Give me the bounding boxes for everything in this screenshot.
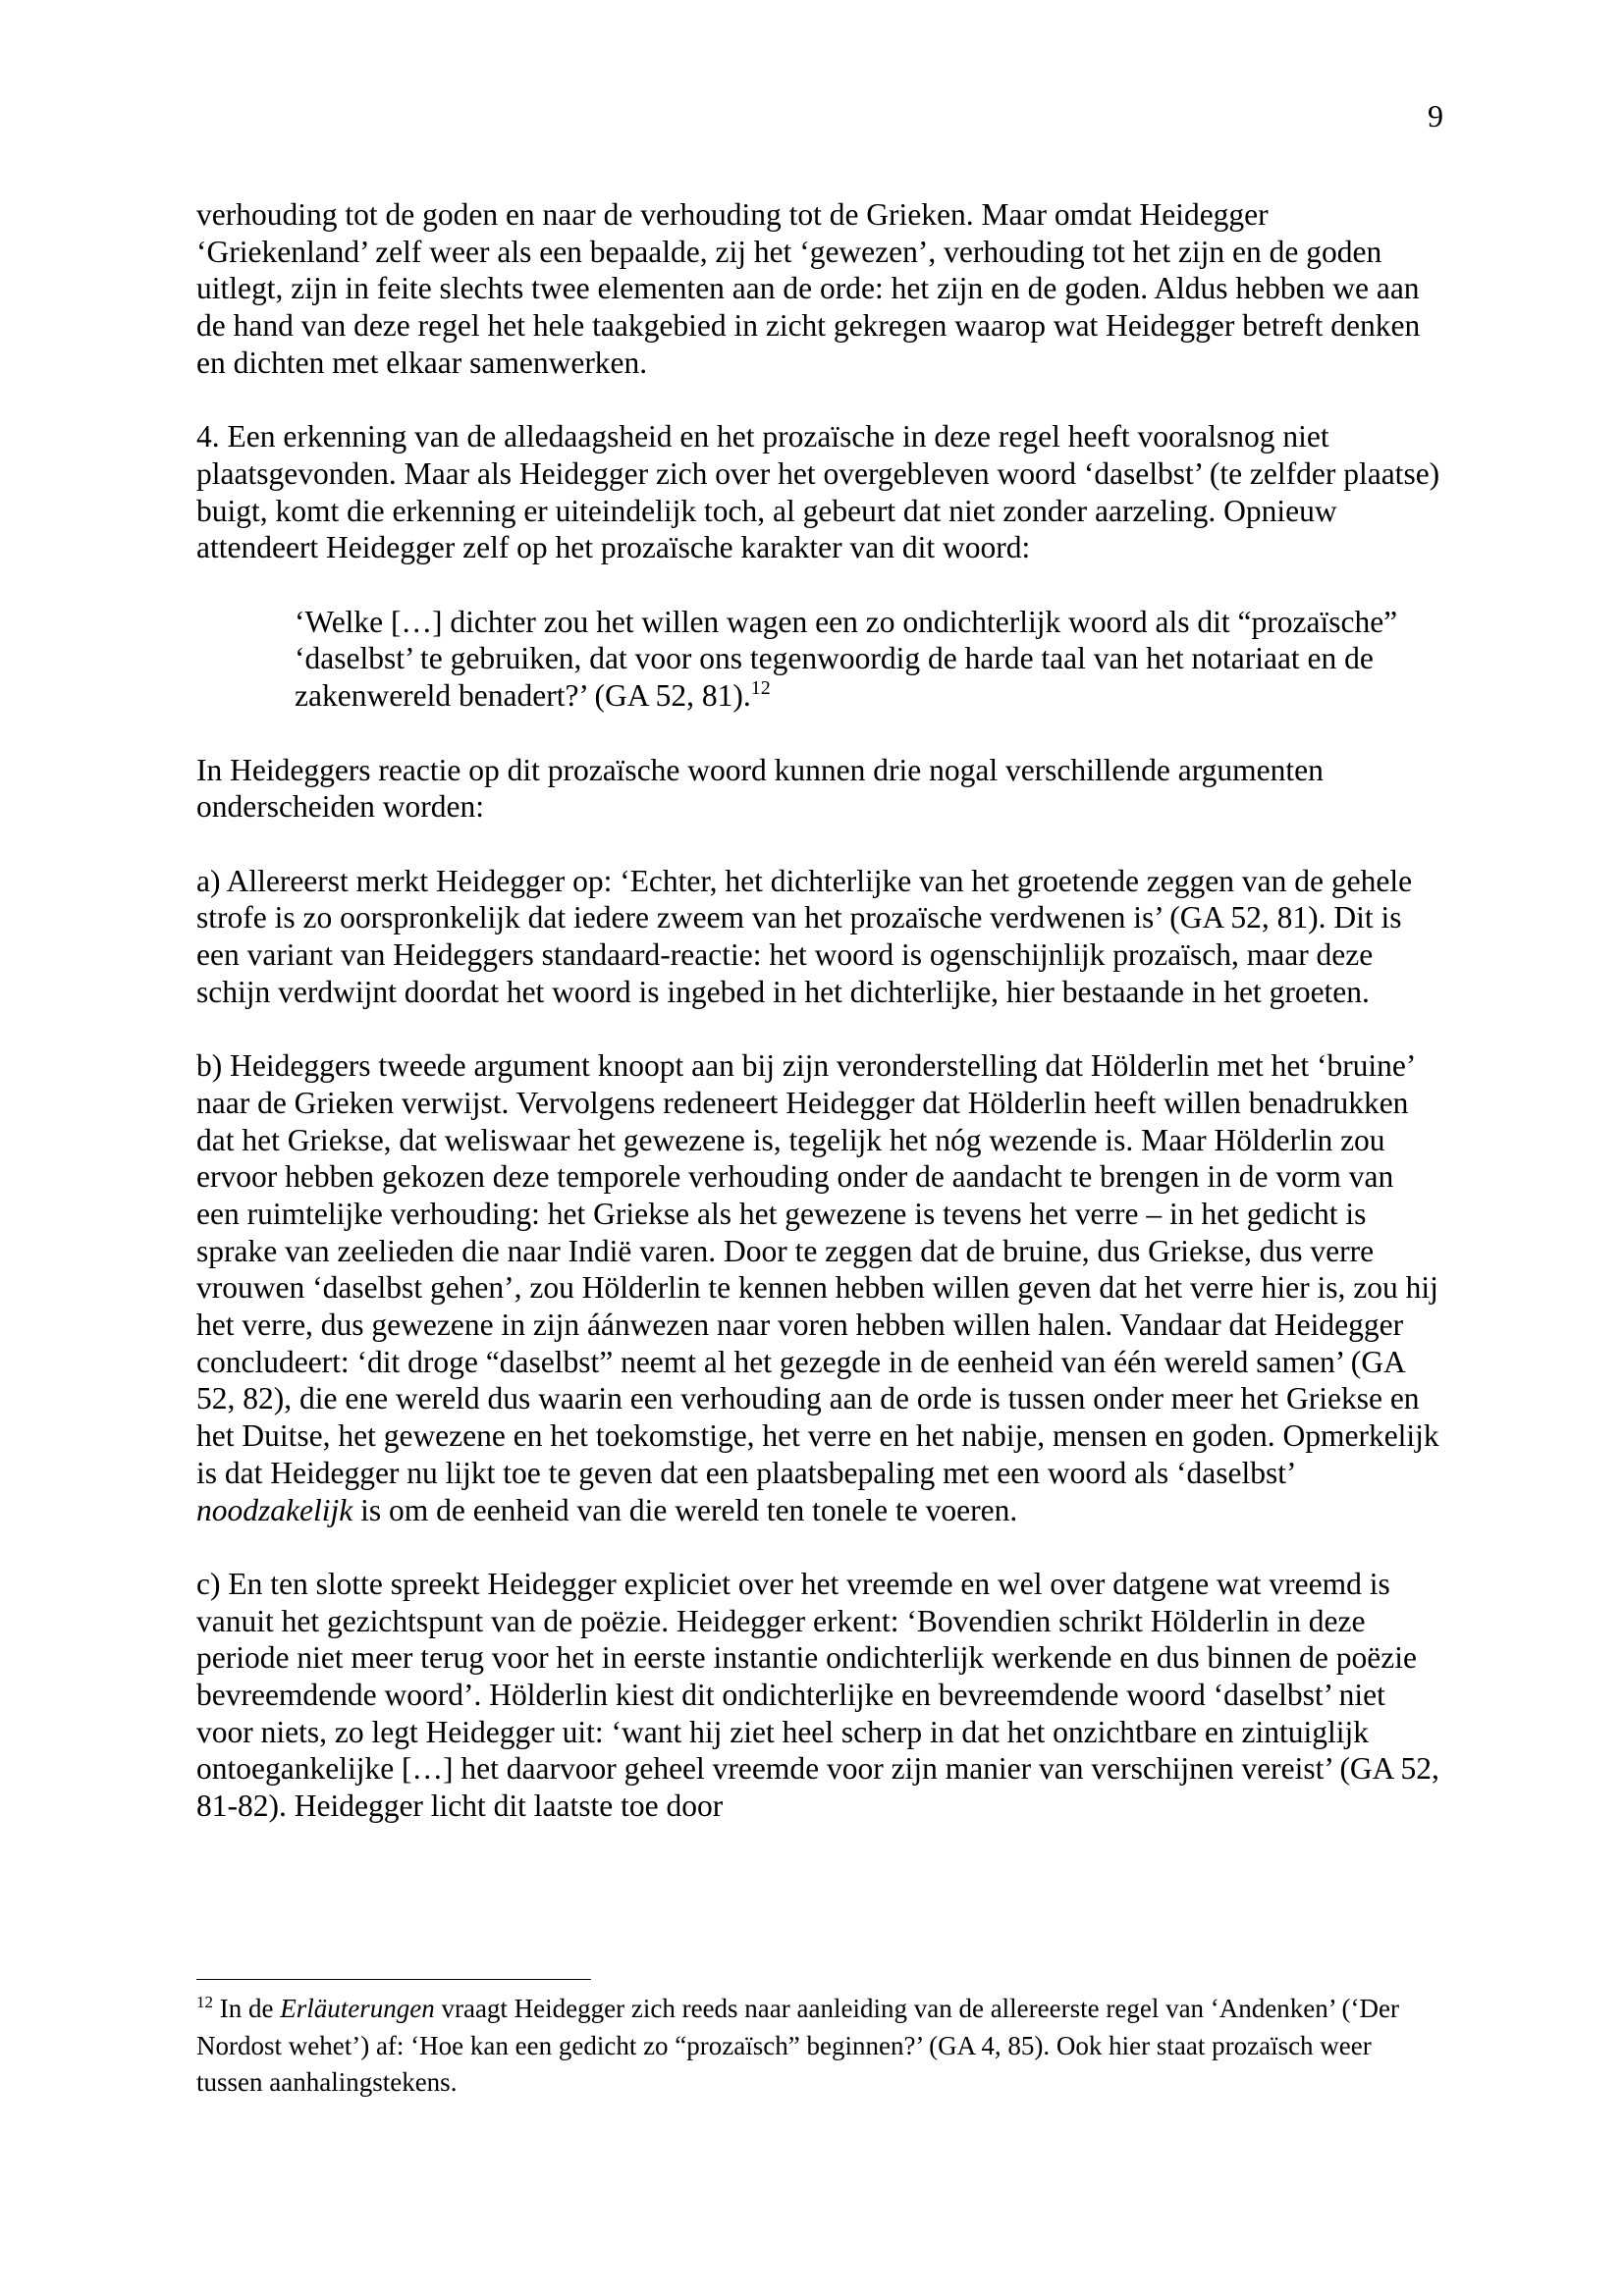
body-text [196,196,1443,1825]
footnote-separator [196,1979,591,1980]
paragraph-argument-a: a) Allereerst merkt Heidegger op: ‘Echter, het dichterlijke van het groetende zeggen van de gehele strofe is zo oorspronkelijk dat iedere zweem van het prozaïsche verdwenen is’ (GA 52, 81). Dit is een variant van Heideggers standaard-reactie: het woord is ogenschijnlijk prozaïsch, maar deze schijn verdwijnt doordat het woord is ingebed in het dichterlijke, hier bestaande in het groeten. [196,863,1413,1009]
footnote-reference: 12 [750,677,771,700]
block-quote: ‘Welke […] dichter zou het willen wagen een zo ondichterlijk woord als dit “prozaïsche” ‘daselbst’ te gebruiken, dat voor ons tegenwoordig de harde taal van het notariaat en de zakenwereld benadert?’ (GA 52, 81).$^{12}$ [295,604,1398,714]
paragraph-arguments-intro: In Heideggers reactie op dit prozaïsche woord kunnen drie nogal verschillende argumenten onderscheiden worden: [196,752,1324,825]
paragraph-continuation: verhouding tot de goden en naar de verhouding tot de Grieken. Maar omdat Heidegger ‘Griekenland’ zelf weer als een bepaalde, zij het ‘gewezen’, verhouding tot het zijn en de goden uitlegt, zijn in feite slechts twee elementen aan de orde: het zijn en de goden. Aldus hebben we aan de hand van deze regel het hele taakgebied in zicht gekregen waarop wat Heidegger betreft denken en dichten met elkaar samenwerken. [196,197,1421,380]
paragraph-argument-c: c) En ten slotte spreekt Heidegger expliciet over het vreemde en wel over datgene wat vreemd is vanuit het gezichtspunt van de poëzie. Heidegger erkent: ‘Bovendien schrikt Hölderlin in deze periode niet meer terug voor het in eerste instantie ondichterlijk werkende en dus binnen de poëzie bevreemdende woord’. Hölderlin kiest dit ondichterlijke en bevreemdende woord ‘daselbst’ niet voor niets, zo legt Heidegger uit: ‘want hij ziet heel scherp in dat het onzichtbare en zintuiglijk ontoegankelijke […] het daarvoor geheel vreemde voor zijn manier van verschijnen vereist’ (GA 52, 81-82). Heidegger licht dit laatste toe door [196,1566,1439,1824]
footnote-12: $^{12}$ In de Erläuterungen vraagt Heidegger zich reeds naar aanleiding van de allereerste regel van ‘Andenken’ (‘Der Nordost wehet’) af: ‘Hoe kan een gedicht zo “prozaïsch” beginnen?’ (GA 4, 85). Ook hier staat prozaïsch weer tussen aanhalingstekens. [196,1993,1399,2097]
footnote-number: 12 [196,1993,213,2011]
paragraph-argument-b: b) Heideggers tweede argument knoopt aan bij zijn veronderstelling dat Hölderlin met het ‘bruine’ naar de Grieken verwijst. Vervolgens redeneert Heidegger dat Hölderlin heeft willen benadrukken dat het Griekse, dat weliswaar het gewezene is, tegelijk het nóg wezende is. Maar Hölderlin zou ervoor hebben gekozen deze temporele verhouding onder de aandacht te brengen in de vorm van een ruimtelijke verhouding: het Griekse als het gewezene is tevens het verre – in het gedicht is sprake van zeelieden die naar Indië varen. Door te zeggen dat de bruine, dus Griekse, dus verre vrouwen ‘daselbst gehen’, zou Hölderlin te kennen hebben willen geven dat het verre hier is, zou hij het verre, dus gewezene in zijn áánwezen naar voren hebben willen halen. Vandaar dat Heidegger concludeert: ‘dit droge “daselbst” neemt al het gezegde in de eenheid van één wereld samen’ (GA 52, 82), die ene wereld dus waarin een verhouding aan de orde is tussen onder meer het Griekse en het Duitse, het gewezene en het toekomstige, het verre en het nabije, mensen en goden. Opmerkelijk is dat Heidegger nu lijkt toe te geven dat een plaatsbepaling met een woord als ‘daselbst’ noodzakelijk is om de eenheid van die wereld ten tonele te voeren. [196,1048,1439,1527]
emphasis: Erläuterungen [280,1994,435,2023]
paragraph-4: 4. Een erkenning van de alledaagsheid en het prozaïsche in deze regel heeft vooralsnog niet plaatsgevonden. Maar als Heidegger zich over het overgebleven woord ‘daselbst’ (te zelfder plaatse) buigt, komt die erkenning er uiteindelijk toch, al gebeurt dat niet zonder aarzeling. Opnieuw attendeert Heidegger zelf op het prozaïsche karakter van dit woord: [196,419,1440,565]
page-number: 9 [1428,98,1443,133]
emphasis: noodzakelijk [196,1492,353,1527]
